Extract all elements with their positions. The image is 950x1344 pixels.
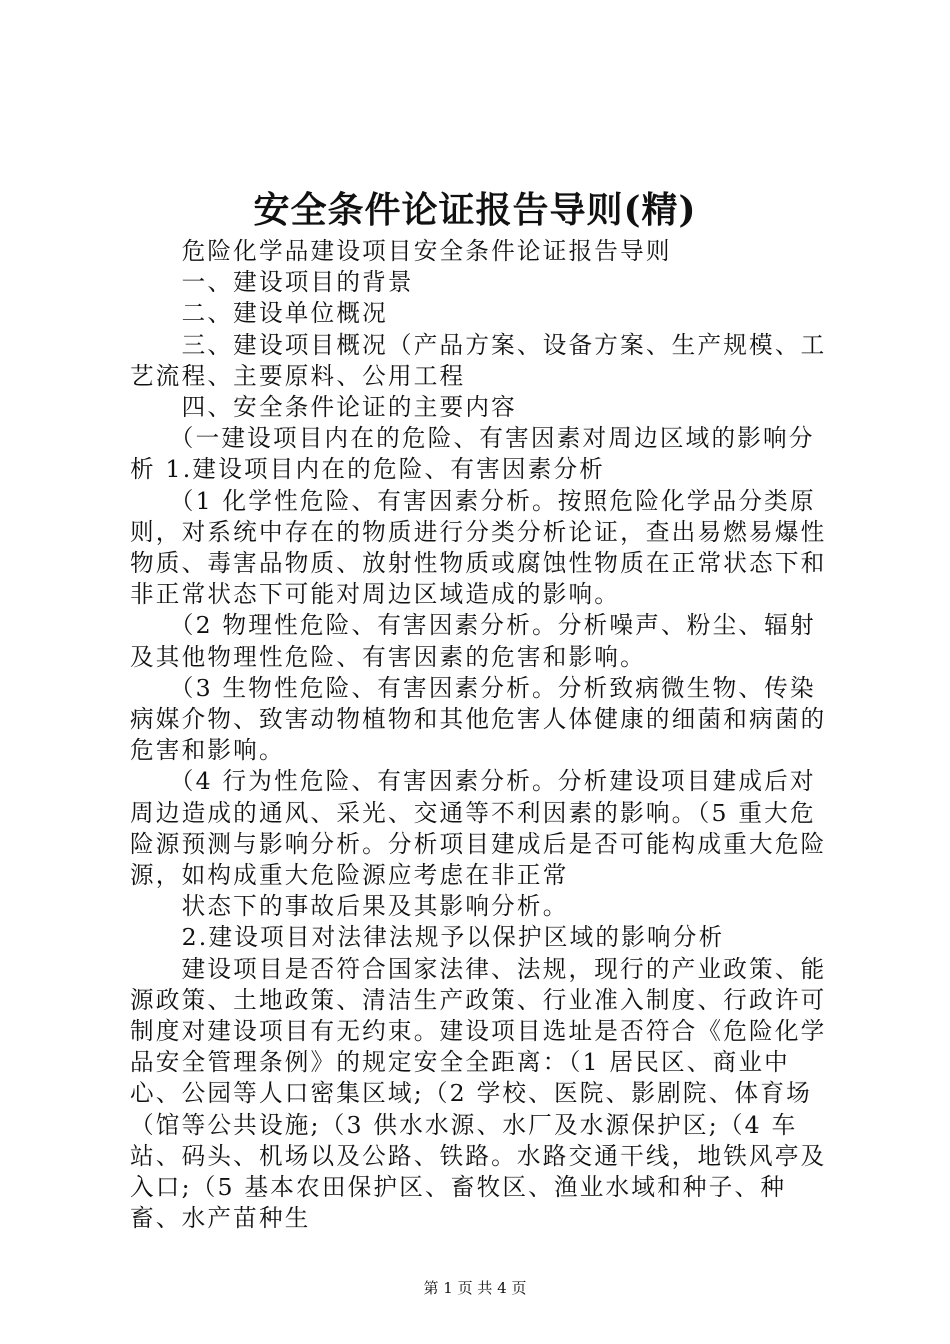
paragraph: （3 生物性危险、有害因素分析。分析致病微生物、传染病媒介物、致害动物植物和其他危害人体健康的细菌和病菌的危害和影响。: [130, 673, 827, 765]
paragraph: 状态下的事故后果及其影响分析。: [130, 892, 569, 921]
paragraph: 2.建设项目对法律法规予以保护区域的影响分析: [130, 923, 725, 952]
page-number: 第 1 页 共 4 页: [423, 1279, 527, 1297]
paragraph: 三、建设项目概况（产品方案、设备方案、生产规模、工艺流程、主要原料、公用工程: [130, 330, 827, 390]
paragraph: 建设项目是否符合国家法律、法规，现行的产业政策、能源政策、土地政策、清洁生产政策、行业准入制度、行政许可制度对建设项目有无约束。建设项目选址是否符合《危险化学品安全管理条例》的规定安全全距离：（1 居民区、商业中心、公园等人口密集区域;（2 学校、医院、影剧院、体育场（馆等公共设施;（3 供水水源、水厂及水源保护区;（4 车站、码头、机场以及公路、铁路。水路交通干线，地铁风亭及入口;（5 基本农田保护区、畜牧区、渔业水域和种子、种畜、水产苗种生: [130, 954, 827, 1233]
page-footer: [0, 1278, 950, 1298]
paragraph: 一、建设项目的背景: [130, 268, 414, 297]
document-title: 安全条件论证报告导则(精): [253, 189, 697, 231]
paragraph: 危险化学品建设项目安全条件论证报告导则: [130, 237, 672, 265]
paragraph: 四、安全条件论证的主要内容: [130, 393, 517, 422]
document-body: [130, 236, 830, 1235]
paragraph: （一建设项目内在的危险、有害因素对周边区域的影响分析 1.建设项目内在的危险、有害因素分析: [130, 424, 815, 484]
paragraph: （2 物理性危险、有害因素分析。分析噪声、粉尘、辐射及其他物理性危险、有害因素的危害和影响。: [130, 611, 816, 671]
paragraph: 二、建设单位概况: [130, 299, 388, 328]
paragraph: （4 行为性危险、有害因素分析。分析建设项目建成后对周边造成的通风、采光、交通等不利因素的影响。（5 重大危险源预测与影响分析。分析项目建成后是否可能构成重大危险源，如构成重大危险源应考虑在非正常: [130, 767, 827, 890]
paragraph: （1 化学性危险、有害因素分析。按照危险化学品分类原则，对系统中存在的物质进行分类分析论证，查出易燃易爆性物质、毒害品物质、放射性物质或腐蚀性物质在正常状态下和非正常状态下可能对周边区域造成的影响。: [130, 486, 827, 609]
